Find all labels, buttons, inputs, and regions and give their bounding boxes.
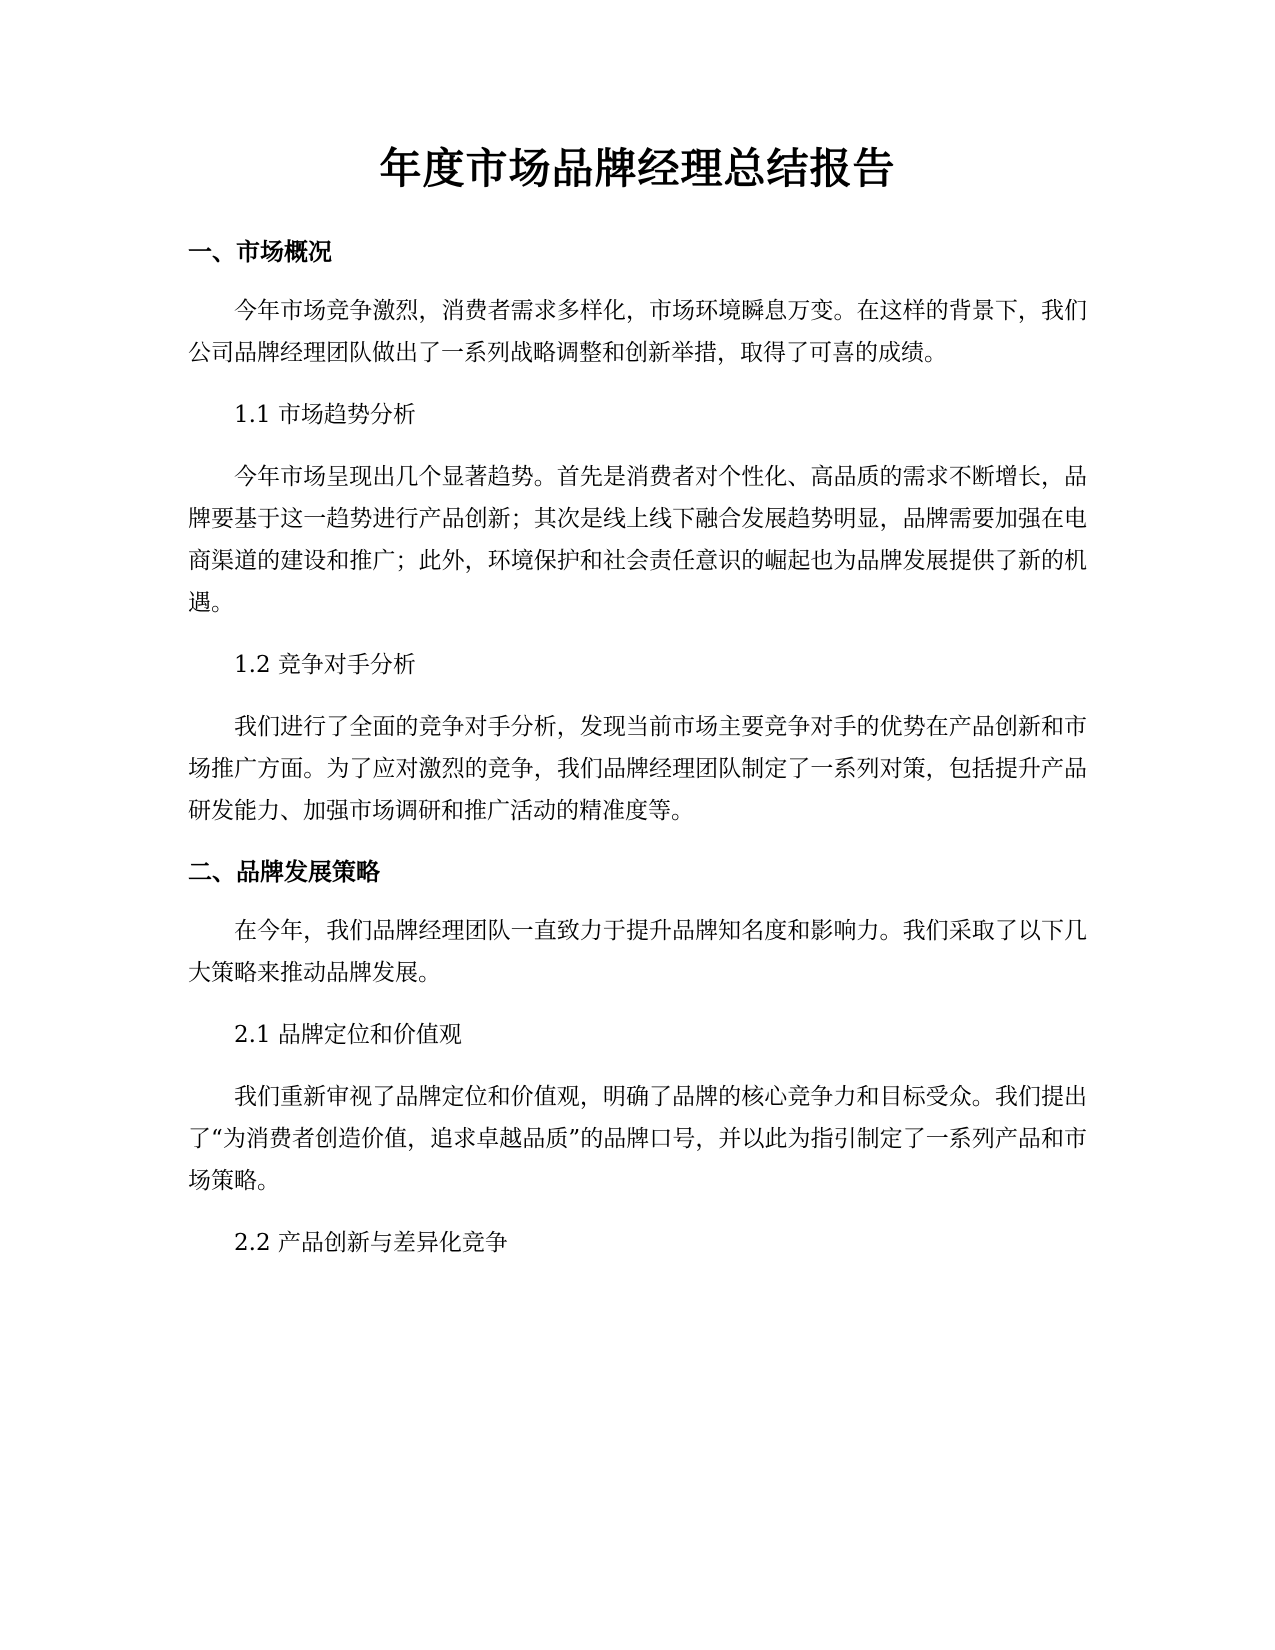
section-1-intro: 今年市场竞争激烈，消费者需求多样化，市场环境瞬息万变。在这样的背景下，我们公司品牌经理团队做出了一系列战略调整和创新举措，取得了可喜的成绩。 [188,298,1087,366]
subsection-2-1-body: 我们重新审视了品牌定位和价值观，明确了品牌的核心竞争力和目标受众。我们提出了“为消费者创造价值，追求卓越品质”的品牌口号，并以此为指引制定了一系列产品和市场策略。 [188,1084,1087,1194]
section-heading-1: 一、市场概况 [188,238,332,266]
subsection-heading-2-2: 2.2 产品创新与差异化竞争 [234,1230,508,1256]
subsection-heading-1-1: 1.1 市场趋势分析 [234,402,416,428]
subsection-1-1-body: 今年市场呈现出几个显著趋势。首先是消费者对个性化、高品质的需求不断增长，品牌要基于这一趋势进行产品创新；其次是线上线下融合发展趋势明显，品牌需要加强在电商渠道的建设和推广；此外，环境保护和社会责任意识的崛起也为品牌发展提供了新的机遇。 [188,464,1087,616]
subsection-heading-2-1: 2.1 品牌定位和价值观 [234,1022,462,1048]
section-heading-2: 二、品牌发展策略 [188,858,380,886]
subsection-heading-1-2: 1.2 竞争对手分析 [234,652,416,678]
section-2-intro: 在今年，我们品牌经理团队一直致力于提升品牌知名度和影响力。我们采取了以下几大策略来推动品牌发展。 [188,918,1087,986]
document-title: 年度市场品牌经理总结报告 [379,144,896,193]
subsection-1-2-body: 我们进行了全面的竞争对手分析，发现当前市场主要竞争对手的优势在产品创新和市场推广方面。为了应对激烈的竞争，我们品牌经理团队制定了一系列对策，包括提升产品研发能力、加强市场调研和推广活动的精准度等。 [188,714,1087,824]
